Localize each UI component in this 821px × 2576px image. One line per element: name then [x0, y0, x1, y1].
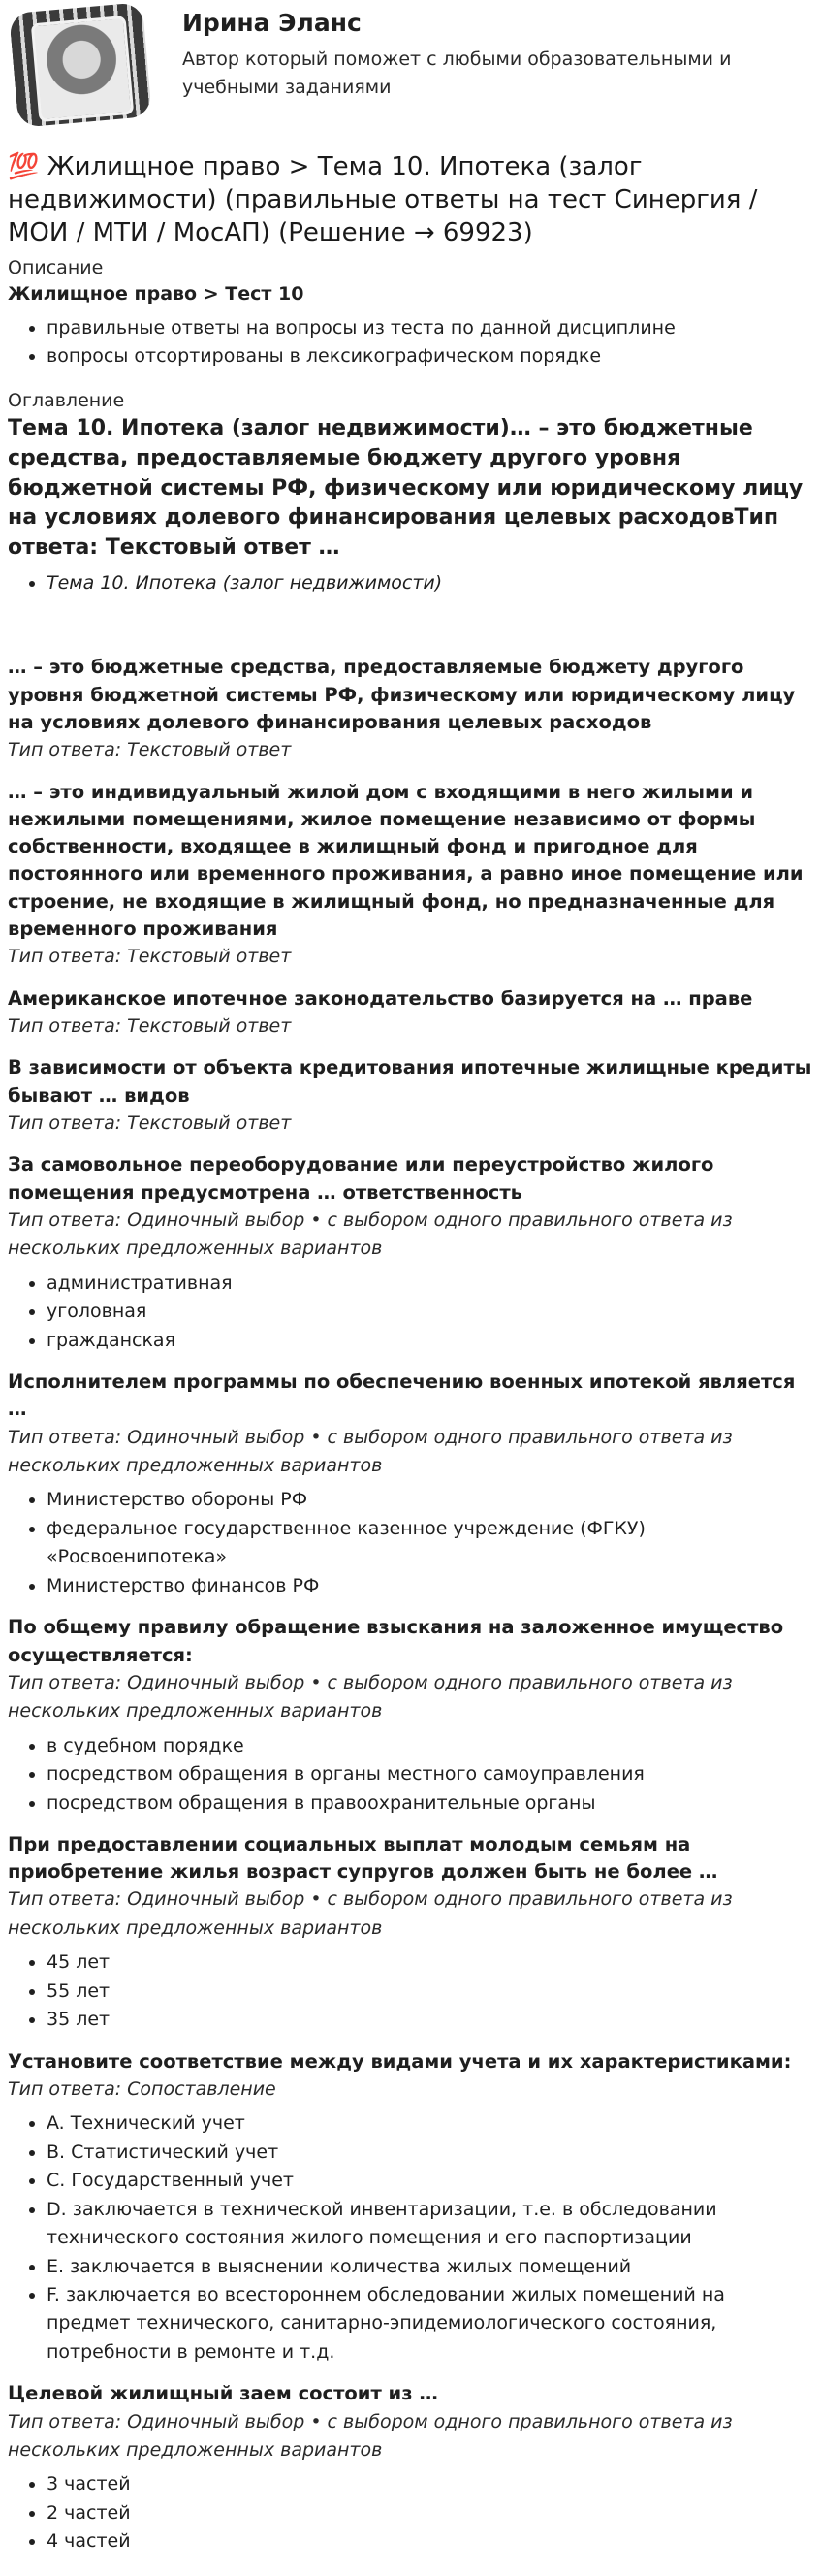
- answer-option: • 3 частей: [47, 2470, 813, 2498]
- answer-option: • C. Государственный учет: [47, 2167, 813, 2195]
- answer-options: [8, 1732, 813, 1818]
- question: [8, 2380, 813, 2556]
- question-text: Американское ипотечное законодательство базируется на … праве: [8, 986, 753, 1010]
- description-list: [8, 314, 813, 371]
- description-label: Описание: [8, 257, 104, 279]
- questions-list: [8, 654, 813, 2556]
- answer-option: • F. заключается во всестороннем обследовании жилых помещений на предмет технического, санитарно-эпидемиологического состояния, потребности в ремонте и т.д.: [47, 2281, 813, 2367]
- answer-option: • D. заключается в технической инвентаризации, т.е. в обследовании технического состояния жилого помещения и его паспортизации: [47, 2196, 813, 2253]
- answer-options: [8, 2470, 813, 2556]
- question-answer-type: Тип ответа: Сопоставление: [8, 2077, 276, 2100]
- answer-option: • 2 частей: [47, 2499, 813, 2528]
- question-text: Установите соответствие между видами учета и их характеристиками:: [8, 2049, 792, 2073]
- toc-list: [8, 569, 813, 597]
- answer-options: [8, 1270, 813, 1355]
- avatar[interactable]: [8, 6, 153, 132]
- answer-options: [8, 2109, 813, 2367]
- author-description: Автор который поможет с любыми образовательными и учебными заданиями: [182, 48, 732, 98]
- answer-option: • 45 лет: [47, 1948, 813, 1977]
- description-item: • правильные ответы на вопросы из теста по данной дисциплине: [47, 314, 813, 342]
- answer-option: • гражданская: [47, 1327, 813, 1355]
- answer-option: • Министерство финансов РФ: [47, 1572, 813, 1600]
- question-text: По общему правилу обращение взыскания на заложенное имущество осуществляется:: [8, 1616, 784, 1666]
- question-text: В зависимости от объекта кредитования ипотечные жилищные кредиты бывают … видов: [8, 1056, 812, 1107]
- answer-option: • административная: [47, 1270, 813, 1298]
- question-answer-type: Тип ответа: Одиночный выбор • с выбором одного правильного ответа из нескольких предложенных вариантов: [8, 1888, 733, 1939]
- question-answer-type: Тип ответа: Одиночный выбор • с выбором одного правильного ответа из нескольких предложенных вариантов: [8, 1208, 733, 1260]
- author-info: [182, 6, 813, 102]
- description-heading: Жилищное право > Тест 10: [8, 282, 304, 305]
- answer-option: • федеральное государственное казенное учреждение (ФГКУ) «Росвоенипотека»: [47, 1515, 813, 1572]
- answer-option: • 4 частей: [47, 2528, 813, 2556]
- answer-options: [8, 1486, 813, 1600]
- question-text: За самовольное переоборудование или переустройство жилого помещения предусмотрена … ответственность: [8, 1153, 714, 1204]
- answer-option: • B. Статистический учет: [47, 2139, 813, 2167]
- question-answer-type: Тип ответа: Текстовый ответ: [8, 1111, 292, 1134]
- question-answer-type: Тип ответа: Одиночный выбор • с выбором одного правильного ответа из нескольких предложенных вариантов: [8, 1426, 733, 1477]
- question: [8, 1831, 813, 2035]
- answer-option: • уголовная: [47, 1298, 813, 1326]
- author-card: [8, 0, 813, 151]
- question-answer-type: Тип ответа: Текстовый ответ: [8, 739, 292, 761]
- answer-option: • посредством обращения в правоохранительные органы: [47, 1789, 813, 1818]
- answer-option: • в судебном порядке: [47, 1732, 813, 1760]
- description-item: • вопросы отсортированы в лексикографическом порядке: [47, 342, 813, 370]
- question: [8, 1151, 813, 1355]
- question: [8, 1368, 813, 1600]
- author-name[interactable]: Ирина Эланс: [182, 9, 362, 37]
- question-answer-type: Тип ответа: Текстовый ответ: [8, 946, 292, 968]
- answer-options: [8, 1948, 813, 2034]
- question: [8, 654, 813, 764]
- toc-label: Оглавление: [8, 390, 125, 412]
- spacer: [8, 597, 813, 654]
- answer-option: • Министерство обороны РФ: [47, 1486, 813, 1514]
- avatar-photo: [31, 16, 135, 122]
- question-answer-type: Тип ответа: Текстовый ответ: [8, 1014, 292, 1037]
- answer-option: • 35 лет: [47, 2006, 813, 2034]
- question-answer-type: Тип ответа: Одиночный выбор • с выбором одного правильного ответа из нескольких предложенных вариантов: [8, 1671, 733, 1723]
- answer-option: • E. заключается в выяснении количества жилых помещений: [47, 2253, 813, 2281]
- answer-option: • 55 лет: [47, 1978, 813, 2006]
- question: [8, 1054, 813, 1138]
- question-text: … – это индивидуальный жилой дом с входящими в него жилыми и нежилыми помещениями, жилое помещение независимо от формы собственности, входящее в жилищный фонд и пригодное для постоянного или временного проживания, а равно иное помещение или строение, не входящие в жилищный фонд, но предназначенные для временного проживания: [8, 780, 804, 940]
- question-text: Исполнителем программы по обеспечению военных ипотекой является …: [8, 1370, 796, 1421]
- question-text: … – это бюджетные средства, предоставляемые бюджету другого уровня бюджетной системы РФ, физическому или юридическому лицу на условиях долевого финансирования целевых расходов: [8, 656, 796, 733]
- question-text: При предоставлении социальных выплат молодым семьям на приобретение жилья возраст супругов должен быть не более …: [8, 1832, 718, 1884]
- answer-option: • посредством обращения в органы местного самоуправления: [47, 1760, 813, 1788]
- page-title: 💯 Жилищное право > Тема 10. Ипотека (залог недвижимости) (правильные ответы на тест Синергия / МОИ / МТИ / МосАП) (Решение → 69923): [8, 152, 758, 247]
- question: [8, 985, 813, 1042]
- question: [8, 1614, 813, 1818]
- toc-item[interactable]: • Тема 10. Ипотека (залог недвижимости): [47, 569, 813, 597]
- question: [8, 779, 813, 972]
- question-text: Целевой жилищный заем состоит из …: [8, 2382, 438, 2405]
- question-answer-type: Тип ответа: Одиночный выбор • с выбором одного правильного ответа из нескольких предложенных вариантов: [8, 2410, 733, 2462]
- question: [8, 2048, 813, 2367]
- answer-option: • A. Технический учет: [47, 2109, 813, 2138]
- toc-heading: Тема 10. Ипотека (залог недвижимости)… – это бюджетные средства, предоставляемые бюджету другого уровня бюджетной системы РФ, физическому или юридическому лицу на условиях долевого финансирования целевых расходовТип ответа: Текстовый ответ …: [8, 416, 804, 561]
